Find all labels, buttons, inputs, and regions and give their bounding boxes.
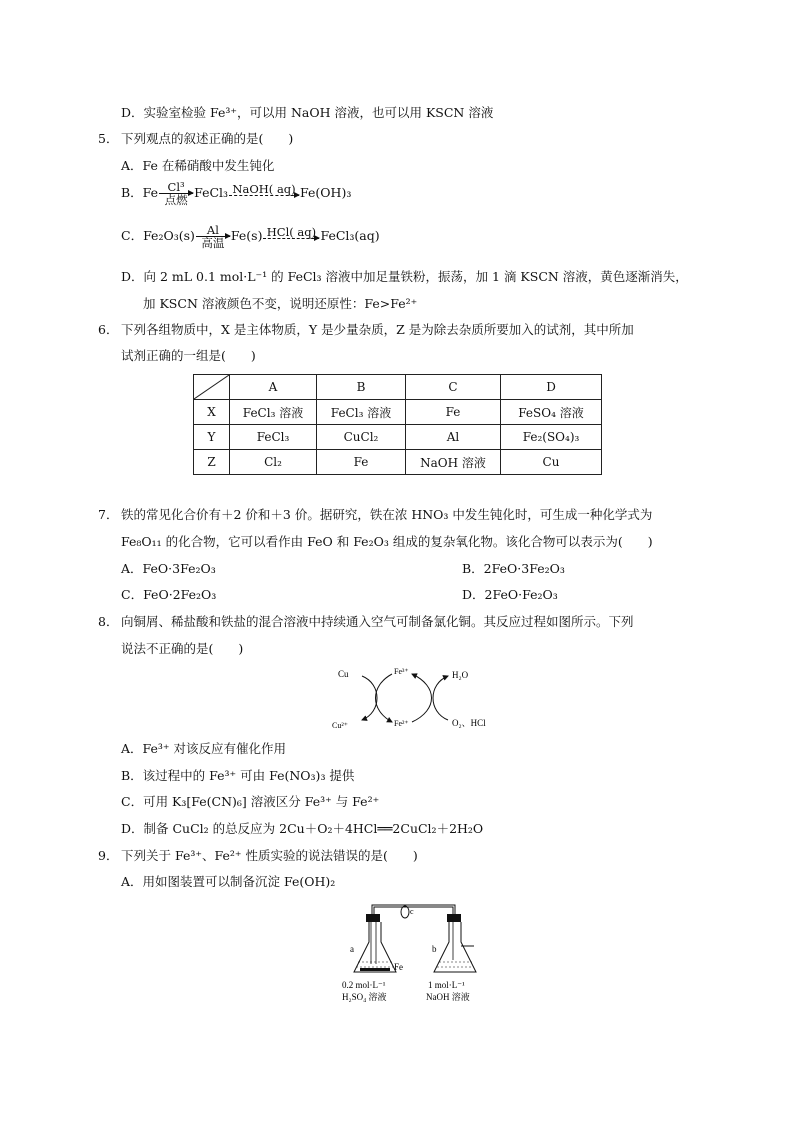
table-cell: NaOH 溶液 (406, 450, 501, 475)
table-header: A (230, 375, 317, 400)
table-cell: Cl₂ (230, 450, 317, 475)
table-cell: Fe (406, 400, 501, 425)
q8-option-d: D．制备 CuCl₂ 的总反应为 2Cu＋O₂＋4HCl══2CuCl₂＋2H₂O (121, 821, 484, 836)
label-fe2: Fe²⁺ (394, 719, 409, 728)
table-cell: Fe₂(SO₄)₃ (501, 425, 602, 450)
q4-option-d: D．实验室检验 Fe³⁺，可以用 NaOH 溶液，也可以用 KSCN 溶液 (121, 105, 494, 120)
table-header: B (317, 375, 406, 400)
cycle-arrow (412, 674, 432, 722)
diagonal-line (194, 375, 229, 399)
table-cell: Al (406, 425, 501, 450)
clamp-icon (401, 906, 409, 918)
left-solution: H₂SO₄ 溶液 (342, 992, 387, 1002)
arrow-icon (229, 195, 299, 196)
table-row (194, 450, 602, 475)
q5-number: 5． (98, 131, 119, 146)
label-fe: Fe (394, 962, 403, 972)
table-cell: FeCl₃ 溶液 (230, 400, 317, 425)
arrow-bottom-label: 点燃 (164, 193, 188, 207)
label-b: b (432, 944, 437, 954)
q7-option-c: C．FeO·2Fe₂O₃ (121, 587, 217, 602)
q7-stem-line1: 铁的常见化合价有＋2 价和＋3 价。据研究，铁在浓 HNO₃ 中发生钝化时，可生成一种化学式为 (121, 507, 653, 522)
table-header: C (406, 375, 501, 400)
q9-number: 9． (98, 848, 119, 863)
label-cu2: Cu²⁺ (332, 721, 348, 730)
q8-stem-line2: 说法不正确的是( ) (121, 641, 244, 656)
q9-stem: 下列关于 Fe³⁺、Fe²⁺ 性质实验的说法错误的是( ) (121, 848, 418, 863)
arrow-top-label: Al (206, 223, 219, 237)
q6-table (193, 374, 602, 475)
table-corner-cell (194, 375, 230, 400)
arrow-bottom-label: 高温 (201, 236, 225, 250)
q8-option-c: C．可用 K₃[Fe(CN)₆] 溶液区分 Fe³⁺ 与 Fe²⁺ (121, 794, 380, 809)
table-cell: Cu (501, 450, 602, 475)
reaction-arrow (263, 226, 319, 239)
arrow-top-label: Cl³ (167, 180, 185, 194)
table-cell: CuCl₂ (317, 425, 406, 450)
q5-option-c (121, 224, 380, 249)
q7-option-a: A．FeO·3Fe₂O₃ (121, 561, 216, 576)
label-c: c (410, 907, 414, 916)
q5-option-b (121, 181, 351, 206)
right-concentration: 1 mol·L⁻¹ (428, 980, 465, 990)
q5-b-prefix: B．Fe (121, 185, 159, 200)
reaction-arrow (196, 224, 230, 249)
q8-number: 8． (98, 614, 119, 629)
q5-c-prefix: C．Fe₂O₃(s) (121, 228, 195, 243)
q7-number: 7． (98, 507, 119, 522)
q5-c-end: FeCl₃(aq) (320, 228, 380, 243)
table-cell: FeCl₃ 溶液 (317, 400, 406, 425)
q8-stem-line1: 向铜屑、稀盐酸和铁盐的混合溶液中持续通入空气可制备氯化铜。其反应过程如图所示。下列 (121, 614, 634, 629)
table-cell: FeSO₄ 溶液 (501, 400, 602, 425)
arrow-top-label: NaOH( aq) (232, 182, 296, 196)
fe-oh2-apparatus (336, 898, 486, 1010)
cycle-arrow (362, 676, 377, 720)
stopper-right (447, 914, 461, 922)
q9-option-a: A．用如图装置可以制备沉淀 Fe(OH)₂ (121, 874, 336, 889)
arrow-top-label: HCl( aq) (266, 225, 317, 239)
q7-option-b: B．2FeO·3Fe₂O₃ (462, 561, 565, 576)
table-header: D (501, 375, 602, 400)
q8-option-b: B．该过程中的 Fe³⁺ 可由 Fe(NO₃)₃ 提供 (121, 768, 355, 783)
q5-option-a: A．Fe 在稀硝酸中发生钝化 (121, 158, 275, 173)
q7-stem-line2: Fe₈O₁₁ 的化合物，它可以看作由 FeO 和 Fe₂O₃ 组成的复杂氧化物。该化合物可以表示为( ) (121, 534, 653, 549)
q8-option-a: A．Fe³⁺ 对该反应有催化作用 (121, 741, 286, 756)
q5-stem: 下列观点的叙述正确的是( ) (121, 131, 294, 146)
iron-pieces (360, 968, 390, 971)
row-label: Y (194, 425, 230, 450)
q5-b-end: Fe(OH)₃ (300, 185, 352, 200)
row-label: X (194, 400, 230, 425)
q6-number: 6． (98, 322, 119, 337)
table-header-row (194, 375, 602, 400)
arrow-icon (263, 238, 319, 239)
q7-option-d: D．2FeO·Fe₂O₃ (462, 587, 558, 602)
q5-c-mid: Fe(s) (230, 228, 263, 243)
label-cu: Cu (338, 669, 349, 679)
q6-stem-line2: 试剂正确的一组是( ) (121, 348, 256, 363)
cycle-arrow (433, 676, 448, 720)
label-o2-hcl: O₂、HCl (452, 718, 486, 728)
flask-a (354, 922, 396, 972)
q6-stem-line1: 下列各组物质中，X 是主体物质，Y 是少量杂质，Z 是为除去杂质所要加入的试剂，其中所加 (121, 322, 634, 337)
label-a: a (350, 944, 354, 954)
cycle-arrow (376, 674, 393, 722)
row-label: Z (194, 450, 230, 475)
reaction-arrow (229, 183, 299, 196)
left-concentration: 0.2 mol·L⁻¹ (342, 980, 386, 990)
q5-b-mid: FeCl₃ (194, 185, 229, 200)
table-row (194, 425, 602, 450)
q5-option-d-line2: 加 KSCN 溶液颜色不变，说明还原性：Fe>Fe²⁺ (143, 296, 418, 311)
table-row (194, 400, 602, 425)
reaction-cycle-diagram (320, 660, 520, 736)
q5-option-d-line1: D．向 2 mL 0.1 mol·L⁻¹ 的 FeCl₃ 溶液中加足量铁粉，振荡，加 1 滴 KSCN 溶液，黄色逐渐消失， (121, 269, 688, 284)
arrow-icon (196, 236, 230, 237)
right-solution: NaOH 溶液 (426, 992, 470, 1002)
flask-b (434, 922, 476, 972)
label-h2o: H₂O (452, 670, 469, 680)
table-cell: Fe (317, 450, 406, 475)
label-fe3: Fe³⁺ (394, 667, 409, 676)
stopper-left (366, 914, 380, 922)
reaction-arrow (159, 181, 193, 206)
arrow-icon (159, 193, 193, 194)
table-cell: FeCl₃ (230, 425, 317, 450)
